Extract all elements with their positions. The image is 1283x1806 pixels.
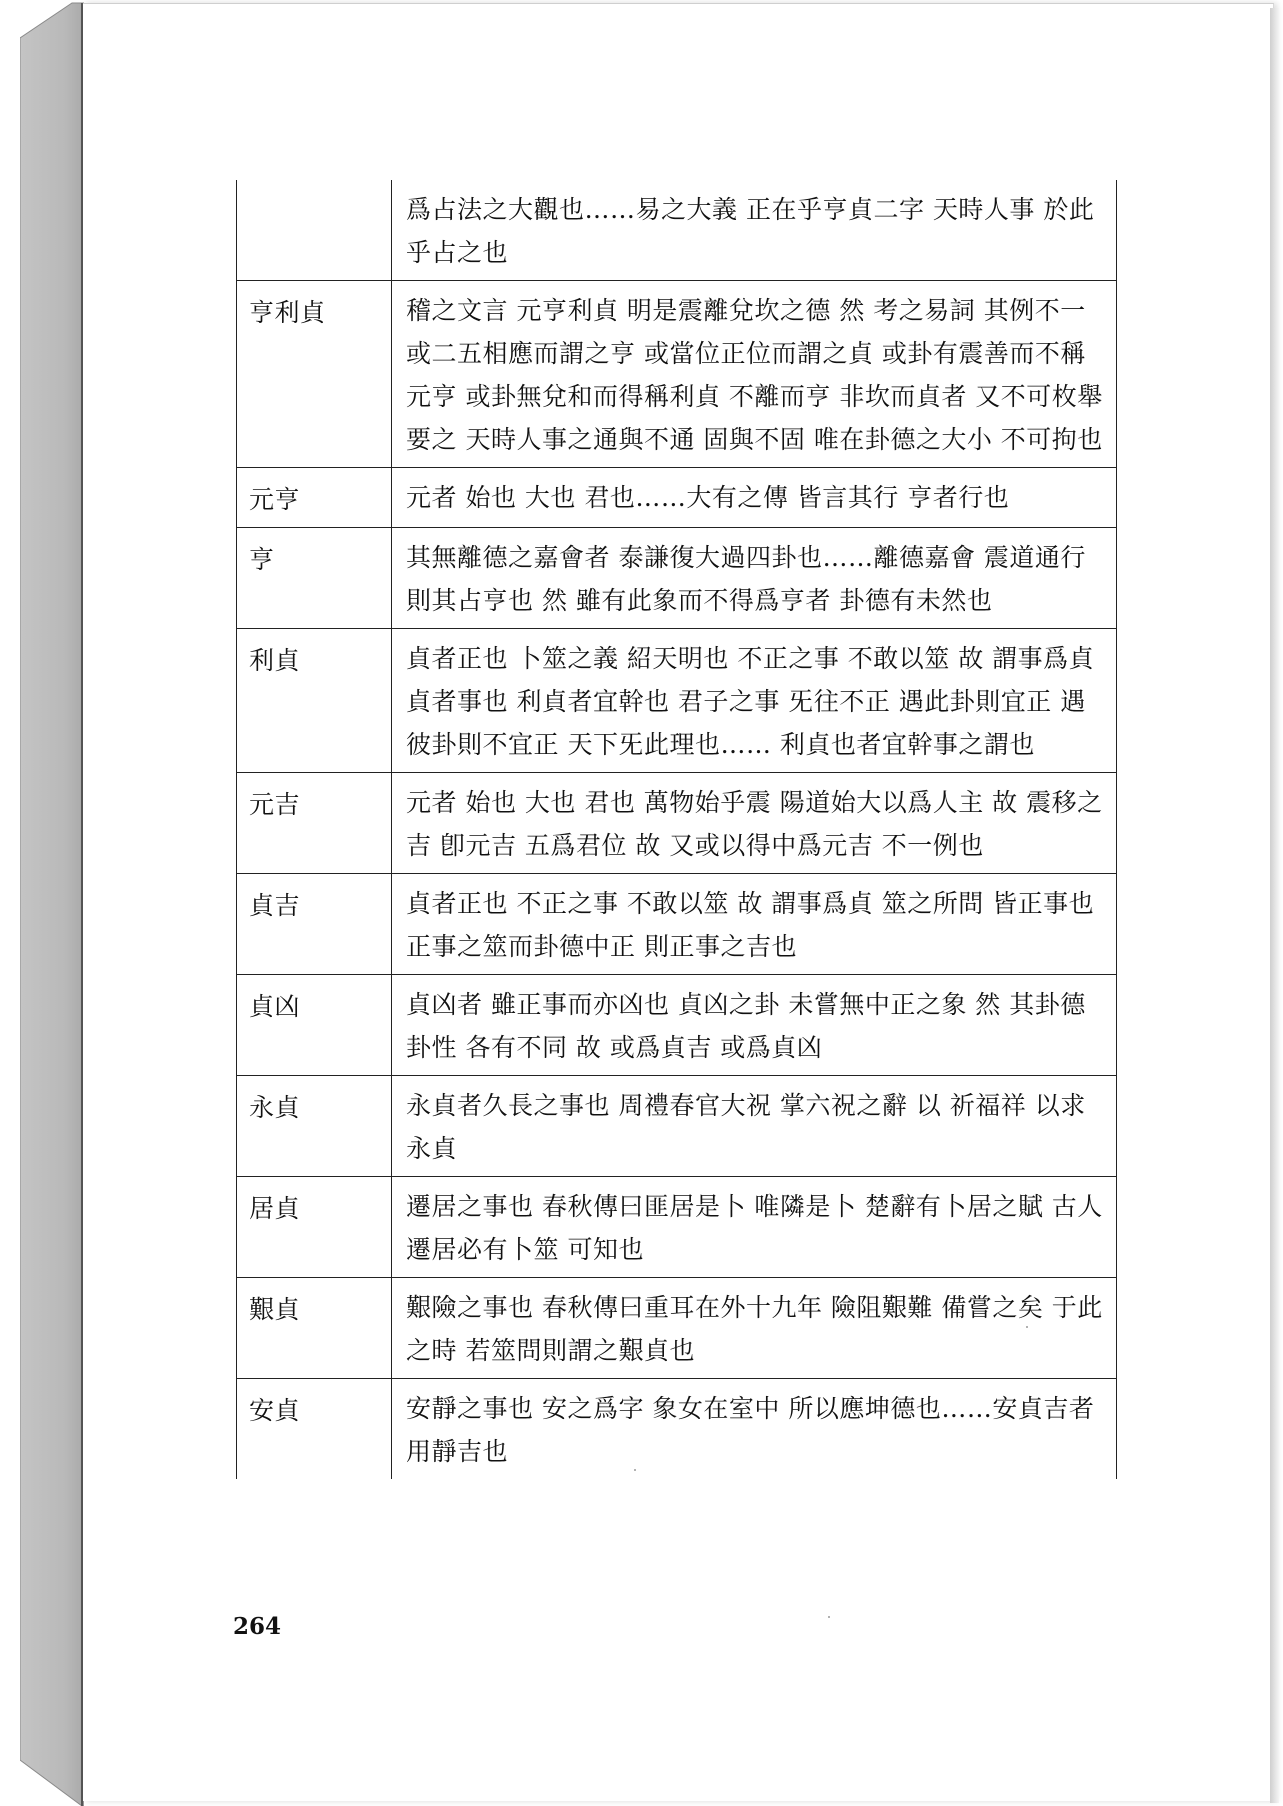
table-row <box>237 1278 1117 1379</box>
speck <box>828 1616 830 1618</box>
page-number: 264 <box>233 1613 282 1640</box>
glossary-table-container <box>236 180 1116 1479</box>
term-cell: 居貞 <box>237 1177 392 1278</box>
definition-cell: 艱險之事也 春秋傳曰重耳在外十九年 險阻艱難 備嘗之矣 于此之時 若筮問則謂之艱貞也 <box>392 1278 1117 1379</box>
term-cell: 利貞 <box>237 629 392 773</box>
table-row <box>237 1177 1117 1278</box>
term-cell: 永貞 <box>237 1076 392 1177</box>
definition-cell: 稽之文言 元亨利貞 明是震離兌坎之德 然 考之易詞 其例不一 或二五相應而謂之亨 或當位正位而謂之貞 或卦有震善而不稱元亨 或卦無兌和而得稱利貞 不離而亨 非坎而貞者 又不可枚舉 要之 天時人事之通與不通 固與不固 唯在卦德之大小 不可拘也 <box>392 281 1117 468</box>
definition-cell: 貞凶者 雖正事而亦凶也 貞凶之卦 未嘗無中正之象 然 其卦德卦性 各有不同 故 或爲貞吉 或爲貞凶 <box>392 975 1117 1076</box>
definition-cell: 其無離德之嘉會者 泰謙復大過四卦也……離德嘉會 震道通行 則其占亨也 然 雖有此象而不得爲亨者 卦德有未然也 <box>392 528 1117 629</box>
table-row <box>237 975 1117 1076</box>
term-cell: 安貞 <box>237 1379 392 1480</box>
term-cell: 亨利貞 <box>237 281 392 468</box>
table-row <box>237 629 1117 773</box>
speck <box>634 1469 636 1471</box>
glossary-table <box>236 180 1117 1479</box>
definition-cell: 爲占法之大觀也……易之大義 正在乎亨貞二字 天時人事 於此乎占之也 <box>392 180 1117 281</box>
term-cell: 元吉 <box>237 773 392 874</box>
book-spine-edge <box>20 0 84 1806</box>
definition-cell: 永貞者久長之事也 周禮春官大祝 掌六祝之辭 以 祈福祥 以求永貞 <box>392 1076 1117 1177</box>
table-row <box>237 1076 1117 1177</box>
table-row <box>237 528 1117 629</box>
definition-cell: 貞者正也 卜筮之義 紹天明也 不正之事 不敢以筮 故 謂事爲貞 貞者事也 利貞者宜幹也 君子之事 旡往不正 遇此卦則宜正 遇彼卦則不宜正 天下旡此理也…… 利貞也者宜幹事之謂也 <box>392 629 1117 773</box>
term-cell: 艱貞 <box>237 1278 392 1379</box>
term-cell <box>237 180 392 281</box>
table-row <box>237 180 1117 281</box>
definition-cell: 元者 始也 大也 君也……大有之傳 皆言其行 亨者行也 <box>392 468 1117 528</box>
table-row <box>237 874 1117 975</box>
definition-cell: 安靜之事也 安之爲字 象女在室中 所以應坤德也……安貞吉者用靜吉也 <box>392 1379 1117 1480</box>
speck <box>1026 1326 1028 1328</box>
table-row <box>237 1379 1117 1480</box>
definition-cell: 遷居之事也 春秋傳曰匪居是卜 唯隣是卜 楚辭有卜居之賦 古人遷居必有卜筮 可知也 <box>392 1177 1117 1278</box>
term-cell: 貞吉 <box>237 874 392 975</box>
table-row <box>237 281 1117 468</box>
table-row <box>237 773 1117 874</box>
term-cell: 元亨 <box>237 468 392 528</box>
table-row <box>237 468 1117 528</box>
definition-cell: 元者 始也 大也 君也 萬物始乎震 陽道始大以爲人主 故 震移之吉 卽元吉 五爲君位 故 又或以得中爲元吉 不一例也 <box>392 773 1117 874</box>
definition-cell: 貞者正也 不正之事 不敢以筮 故 謂事爲貞 筮之所問 皆正事也 正事之筮而卦德中正 則正事之吉也 <box>392 874 1117 975</box>
term-cell: 亨 <box>237 528 392 629</box>
page-edge-shadow <box>1270 8 1279 1803</box>
term-cell: 貞凶 <box>237 975 392 1076</box>
